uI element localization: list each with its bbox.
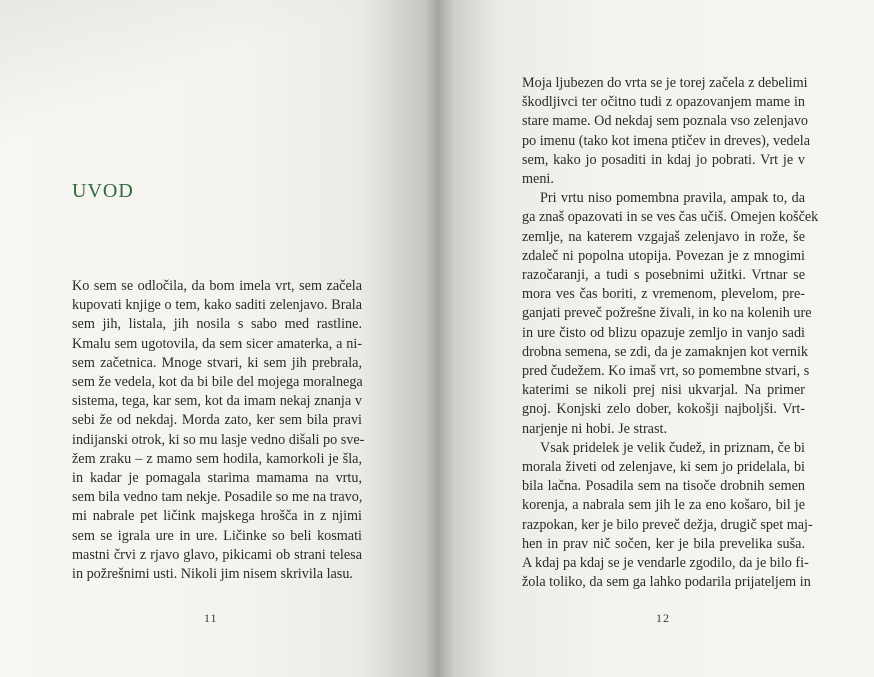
text-line: sem, kako jo posaditi in kdaj jo pobrati. Vrt je v xyxy=(522,151,805,168)
text-line: zdaleč ni popolna utopija. Povezan je z mnogimi xyxy=(522,247,805,264)
right-page-text xyxy=(522,74,819,592)
text-line: sebi že od nekdaj. Morda zato, ker sem bila pravi xyxy=(72,412,362,429)
text-line: drobna semena, se zdi, da je zamaknjen kot vernik xyxy=(522,343,809,360)
text-line: mastni črvi z rjavo glavo, pikicami ob strani telesa xyxy=(72,546,362,563)
text-line: žola toliko, da sem ga lahko podarila prijateljem in xyxy=(522,574,811,591)
page-number: 11 xyxy=(204,611,218,625)
page-number: 12 xyxy=(656,611,670,625)
text-line: pred čudežem. Ko imaš vrt, so pomembne stvari, s xyxy=(522,363,810,380)
text-line: sistema, tega, kar sem, kot da imam nekaj znanja v xyxy=(72,393,362,410)
text-line: meni. xyxy=(522,171,554,188)
text-line: bila lačna. Posadila sem na tisoče drobnih semen xyxy=(522,478,805,495)
right-page xyxy=(437,0,874,677)
text-line: hen in prav nič sočen, ker je bila prevelika suša. xyxy=(522,535,805,552)
text-line: in kadar je pomagala starima mamama na vrtu, xyxy=(72,470,362,487)
text-line: katerimi se nikoli prej nisi ukvarjal. Na primer xyxy=(522,382,805,399)
text-line: in ure čisto od blizu opazuje zemljo in vanjo sadi xyxy=(522,324,805,341)
text-line: škodljivci ter očitno tudi z opazovanjem mame in xyxy=(522,94,805,111)
text-line: Ko sem se odločila, da bom imela vrt, sem začela xyxy=(72,278,362,294)
text-line: indijanski otrok, ki so mu lasje vedno dišali po sve- xyxy=(72,431,365,448)
text-line: ga znaš opazovati in se ves čas učiš. Omejen košček xyxy=(522,209,819,226)
paragraph xyxy=(522,189,819,439)
text-line: in požrešnimi usti. Nikoli jim nisem skrivila lasu. xyxy=(72,566,353,583)
text-line: narjenje ni hobi. Je strast. xyxy=(522,420,667,437)
text-line: gnoj. Konjski zelo dober, kokošji najboljši. Vrt- xyxy=(522,401,805,418)
text-line: A kdaj pa kdaj se je vendarle zgodilo, da je bilo fi- xyxy=(522,555,809,572)
text-line: po imenu (tako kot imena ptičev in dreves), vedela xyxy=(522,132,810,149)
text-line: razpokan, ker je bilo preveč dežja, drugič spet maj- xyxy=(522,516,813,533)
text-line: stare mame. Od nekdaj sem poznala vso zelenjavo xyxy=(522,113,809,130)
paragraph xyxy=(522,74,810,189)
paragraph xyxy=(522,439,813,593)
text-line: Vsak pridelek je velik čudež, in priznam, če bi xyxy=(540,439,805,456)
text-line: razočaranji, a tudi s posebnimi užitki. Vrtnar se xyxy=(522,267,805,284)
text-line: žem zraku – z mamo sem hodila, kamorkoli je šla, xyxy=(72,450,362,467)
text-line: mora ves čas boriti, z vremenom, plevelom, pre- xyxy=(522,286,805,303)
text-line: ganjati preveč požrešne živali, in ko na kolenih ure xyxy=(522,305,812,322)
text-line: korenja, a nabrala sem jih le za eno košaro, bil je xyxy=(522,497,805,514)
text-line: sem se igrala ure in ure. Ličinke so beli kosmati xyxy=(72,527,362,544)
paragraph xyxy=(72,277,365,584)
text-line: kupovati knjige o tem, kako saditi zelenjavo. Brala xyxy=(72,297,362,314)
text-line: morala živeti od zelenjave, ki sem jo pridelala, bi xyxy=(522,459,805,476)
text-line: sem bila vedno tam nekje. Posadile so me na travo, xyxy=(72,489,363,506)
chapter-heading: UVOD xyxy=(72,180,134,202)
left-page-text xyxy=(72,277,365,584)
text-line: Moja ljubezen do vrta se je torej začela z debelimi xyxy=(522,75,808,91)
text-line: mi nabrale pet ličink majskega hrošča in z njimi xyxy=(72,508,362,525)
text-line: sem že vedela, kot da bi bile del mojega moralnega xyxy=(72,374,363,391)
text-line: sem jih, listala, jih nosila s sabo med rastline. xyxy=(72,316,362,333)
text-line: Kmalu sem ugotovila, da sem sicer amaterka, a ni- xyxy=(72,335,362,352)
text-line: sem začetnica. Mnoge stvari, ki sem jih prebrala, xyxy=(72,354,362,371)
text-line: Pri vrtu niso pomembna pravila, ampak to, da xyxy=(540,190,805,207)
text-line: zemlje, na katerem vzgajaš zelenjavo in rože, še xyxy=(522,228,805,245)
